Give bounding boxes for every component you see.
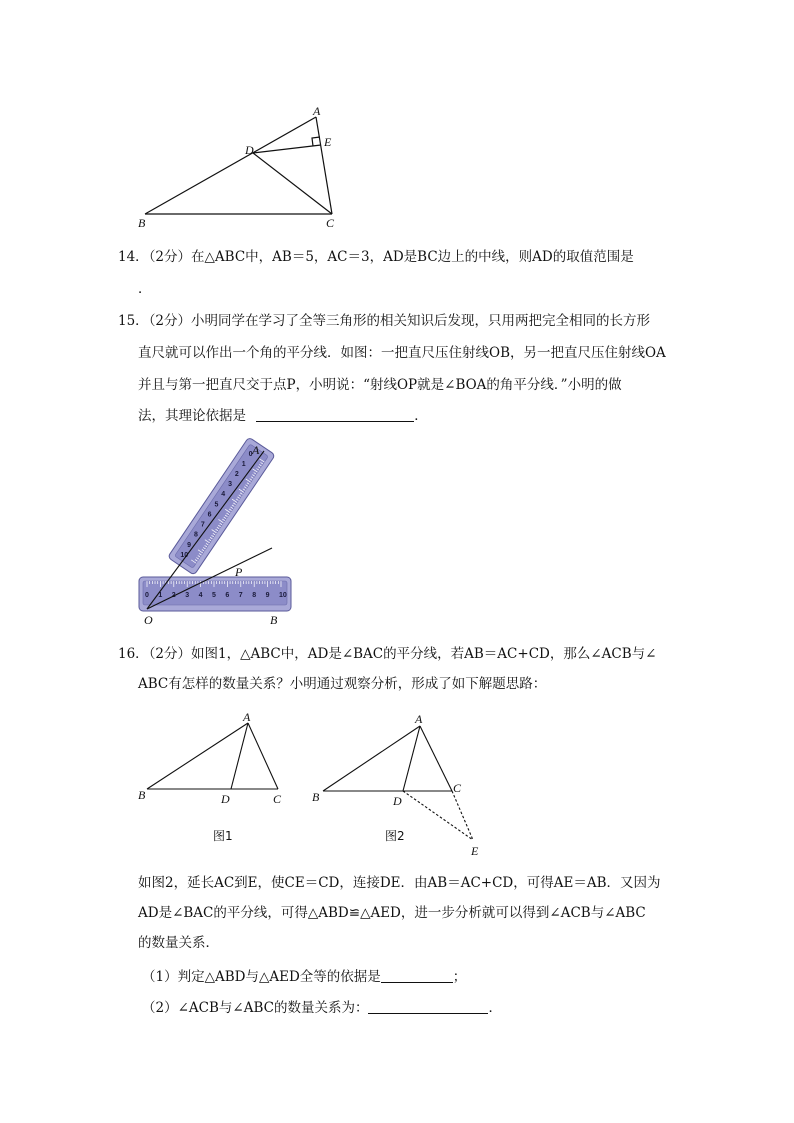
ruler-mark-label: 0 [145, 592, 149, 599]
sub-2-text: （2）∠ACB与∠ABC的数量关系为： [142, 1000, 369, 1016]
line-4-end: ． [414, 408, 428, 424]
question-16 [118, 640, 678, 668]
question-number: 14． [118, 249, 149, 265]
ruler-mark-label: 9 [187, 541, 192, 549]
ruler-mark-label: 6 [225, 592, 230, 599]
figure-1 [147, 723, 278, 789]
sub-1-end: ； [452, 969, 467, 985]
segment-de [253, 145, 321, 153]
label-a: A [252, 443, 260, 457]
question-line-1: 如图1，△ABC中，AD是∠BAC的平分线，若AB＝AC+CD，那么∠ACB与∠ [191, 646, 657, 662]
ruler-mark-label: 6 [207, 511, 212, 519]
ruler-mark-label: 7 [200, 521, 205, 529]
ruler-mark-label: 10 [180, 551, 189, 559]
fig1-label-a: A [243, 710, 251, 724]
label-b: B [270, 613, 278, 627]
question-line-1: 小明同学在学习了全等三角形的相关知识后发现，只用两把完全相同的长方形 [191, 313, 651, 329]
label-e: E [324, 135, 332, 149]
question-15-line-3: 并且与第一把直尺交于点P，小明说：“射线OP就是∠BOA的角平分线．”小明的做 [138, 377, 622, 393]
label-d: D [245, 143, 254, 157]
fig1-caption: 图1 [213, 829, 233, 843]
ruler-mark-label: 8 [252, 592, 257, 599]
answer-blank-2[interactable] [368, 997, 488, 1014]
ruler-figure-15 [132, 436, 312, 631]
ruler-mark-label: 3 [228, 481, 233, 489]
label-p: P [235, 565, 243, 579]
q16-para-line-3: 的数量关系． [138, 935, 219, 951]
ruler-mark-label: 2 [234, 471, 239, 479]
question-text: 在△ABC中，AB＝5，AC＝3，AD是BC边上的中线，则AD的取值范围是 [191, 249, 634, 265]
question-14-answer-line [138, 275, 678, 303]
fig2-label-b: B [312, 790, 320, 804]
question-15 [118, 307, 678, 335]
question-score: （2分） [148, 313, 192, 329]
fig1-label-b: B [138, 788, 146, 802]
question-15-line-4 [138, 402, 678, 430]
ruler-mark-label: 5 [212, 592, 216, 599]
fig1-label-d: D [221, 792, 230, 806]
fig2-caption: 图2 [385, 829, 405, 843]
segment-dc [253, 153, 332, 214]
question-15-line-2: 直尺就可以作出一个角的平分线．如图：一把直尺压住射线OB，另一把直尺压住射线OA [138, 345, 666, 361]
ruler-mark-label: 8 [193, 531, 198, 539]
fig2-label-e: E [471, 844, 479, 858]
label-a: A [313, 104, 321, 118]
fig2-label-c: C [453, 781, 462, 795]
question-14 [118, 243, 678, 271]
question-score: （2分） [148, 249, 192, 265]
segment-ac [316, 117, 332, 214]
ruler-mark-label: 4 [221, 491, 226, 499]
ruler-mark-label: 2 [171, 592, 176, 599]
figure-2 [323, 726, 473, 840]
ruler-mark-label: 4 [198, 592, 203, 599]
fig2-label-d: D [393, 794, 402, 808]
question-number: 15． [118, 313, 149, 329]
ruler-mark-label: 1 [241, 460, 246, 468]
question-score: （2分） [148, 646, 192, 662]
label-b: B [138, 216, 146, 230]
ruler-mark-label: 1 [158, 592, 163, 599]
answer-end: ． [138, 281, 152, 297]
sub-2-end: ． [488, 1000, 502, 1016]
line-4-text: 法，其理论依据是 [138, 408, 246, 424]
ruler-mark-label: 5 [214, 501, 219, 509]
q16-sub-question-1 [142, 963, 682, 991]
q16-para-line-1: 如图2，延长AC到E，使CE＝CD，连接DE．由AB＝AC+CD，可得AE＝AB．又因为 [138, 875, 661, 891]
ruler-mark-label: 3 [185, 592, 190, 599]
answer-blank[interactable] [256, 405, 414, 422]
ruler-mark-label: 7 [238, 592, 243, 599]
horizontal-ruler [139, 577, 291, 611]
triangle-figures-16 [130, 706, 500, 861]
question-number: 16． [118, 646, 149, 662]
q16-para-line-2: AD是∠BAC的平分线，可得△ABD≌△AED，进一步分析就可以得到∠ACB与∠ABC [138, 905, 646, 921]
ruler-mark-label: 9 [265, 592, 270, 599]
segment-ba [145, 117, 316, 214]
question-16-line-2: ABC有怎样的数量关系？小明通过观察分析，形成了如下解题思路： [138, 676, 547, 692]
triangle-figure-13 [130, 100, 350, 240]
q16-sub-question-2 [142, 994, 682, 1022]
right-angle-mark [312, 137, 320, 146]
answer-blank-1[interactable] [381, 966, 453, 983]
fig2-label-a: A [415, 712, 423, 726]
sub-1-text: （1）判定△ABD与△AED全等的依据是 [142, 969, 381, 985]
label-c: C [326, 216, 335, 230]
ruler-mark-label: 10 [279, 592, 287, 599]
fig1-label-c: C [273, 792, 282, 806]
label-o: O [144, 613, 153, 627]
ruler-mark-label: 0 [248, 450, 253, 458]
